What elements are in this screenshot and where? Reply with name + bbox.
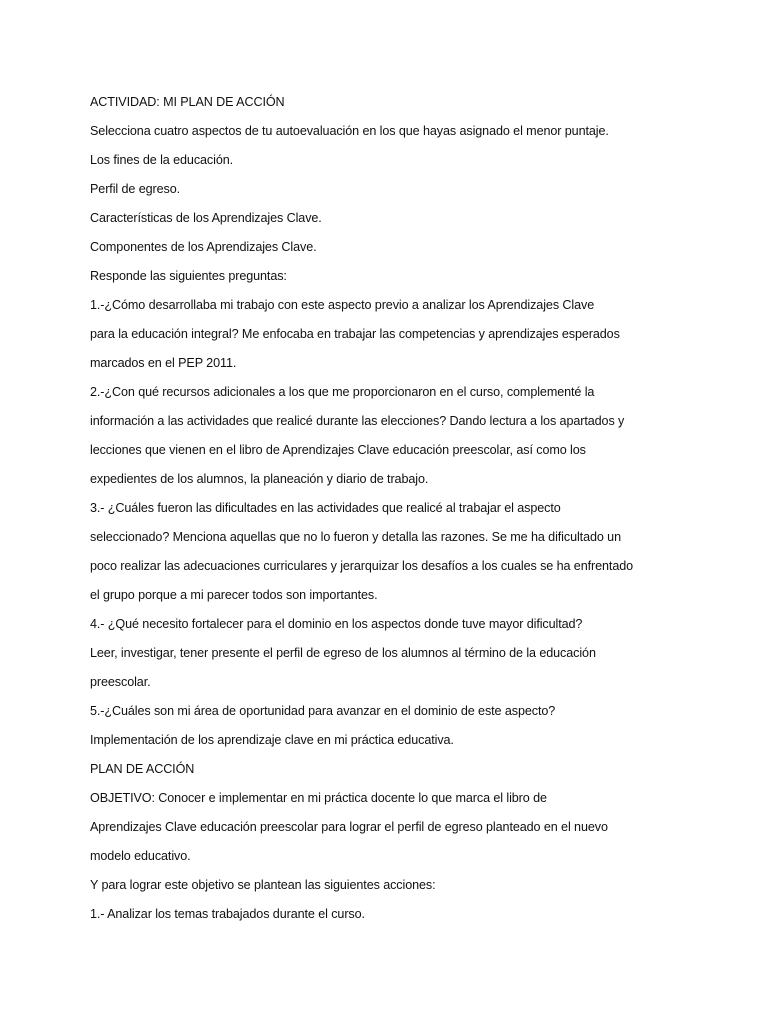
document-body [90, 88, 650, 929]
aspect-item: Componentes de los Aprendizajes Clave. [90, 240, 317, 254]
aspect-item: Los fines de la educación. [90, 153, 234, 167]
actions-intro: Y para lograr este objetivo se plantean las siguientes acciones: [90, 878, 436, 892]
action-item: 1.- Analizar los temas trabajados durante el curso. [90, 907, 365, 921]
question-4-text: 4.- ¿Qué necesito fortalecer para el dominio en los aspectos donde tuve mayor dificultad? [90, 617, 583, 631]
question-2-text: 2.-¿Con qué recursos adicionales a los que me proporcionaron en el curso, complementé la [90, 385, 595, 399]
activity-title: ACTIVIDAD: MI PLAN DE ACCIÓN [90, 95, 285, 109]
objective-text: modelo educativo. [90, 849, 191, 863]
question-3-text: seleccionado? Menciona aquellas que no lo fueron y detalla las razones. Se me ha dificultado un [90, 530, 621, 544]
question-3-text: el grupo porque a mi parecer todos son importantes. [90, 588, 378, 602]
objective-text: OBJETIVO: Conocer e implementar en mi práctica docente lo que marca el libro de [90, 791, 547, 805]
question-3-text: 3.- ¿Cuáles fueron las dificultades en las actividades que realicé al trabajar el aspecto [90, 501, 561, 515]
question-2-text: expedientes de los alumnos, la planeación y diario de trabajo. [90, 472, 429, 486]
question-4-text: preescolar. [90, 675, 151, 689]
action-plan-heading: PLAN DE ACCIÓN [90, 762, 195, 776]
question-1-text: para la educación integral? Me enfocaba en trabajar las competencias y aprendizajes esperados [90, 327, 620, 341]
question-4-text: Leer, investigar, tener presente el perfil de egreso de los alumnos al término de la educación [90, 646, 596, 660]
question-3-text: poco realizar las adecuaciones curriculares y jerarquizar los desafíos a los cuales se ha enfrentado [90, 559, 634, 573]
question-5-text: Implementación de los aprendizaje clave en mi práctica educativa. [90, 733, 454, 747]
question-2-text: información a las actividades que realicé durante las elecciones? Dando lectura a los apartados y [90, 414, 625, 428]
aspect-item: Perfil de egreso. [90, 182, 181, 196]
question-1-text: 1.-¿Cómo desarrollaba mi trabajo con este aspecto previo a analizar los Aprendizajes Clave [90, 298, 595, 312]
aspect-item: Características de los Aprendizajes Clave. [90, 211, 322, 225]
question-2-text: lecciones que vienen en el libro de Aprendizajes Clave educación preescolar, así como los [90, 443, 586, 457]
question-5-text: 5.-¿Cuáles son mi área de oportunidad para avanzar en el dominio de este aspecto? [90, 704, 556, 718]
question-1-text: marcados en el PEP 2011. [90, 356, 237, 370]
objective-text: Aprendizajes Clave educación preescolar para lograr el perfil de egreso planteado en el nuevo [90, 820, 608, 834]
instruction-answer-questions: Responde las siguientes preguntas: [90, 269, 287, 283]
instruction-select-aspects: Selecciona cuatro aspectos de tu autoevaluación en los que hayas asignado el menor puntaje. [90, 124, 609, 138]
